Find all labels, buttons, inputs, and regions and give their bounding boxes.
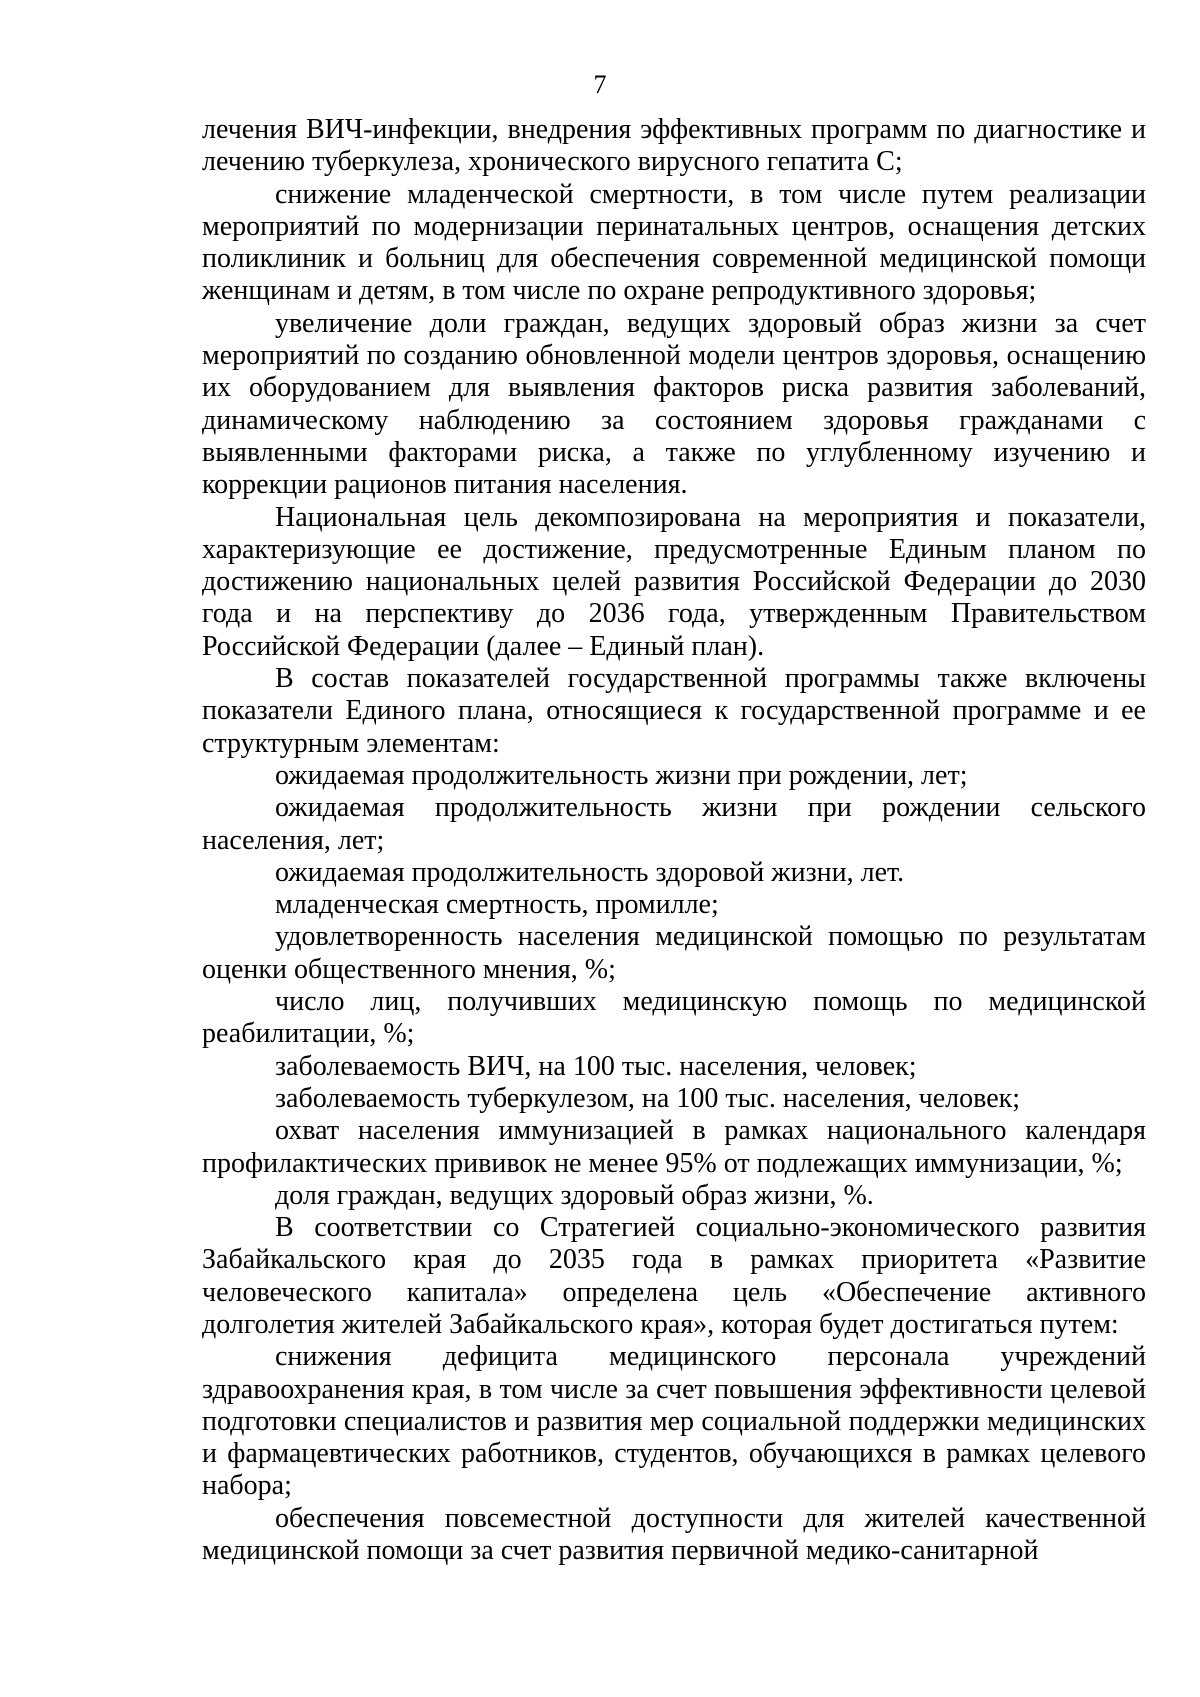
paragraph-national-goal-decomposition: Национальная цель декомпозирована на мероприятия и показатели, характеризующие ее достижение, предусмотренные Единым планом по достижению национальных целей развития Российской Федерации до 2030 года и на перспективу до 2036 года, утвержденным Правительством Российской Федерации (далее – Единый план). xyxy=(202,501,1146,662)
indicator-healthy-lifestyle-share: доля граждан, ведущих здоровый образ жизни, %. xyxy=(275,1179,874,1211)
indicator-rural-life-expectancy: ожидаемая продолжительность жизни при рождении сельского населения, лет; xyxy=(202,792,1146,856)
paragraph-continuation-hiv-treatment: лечения ВИЧ-инфекции, внедрения эффективных программ по диагностике и лечению туберкулеза, хронического вирусного гепатита С; xyxy=(202,114,1146,178)
page-number: 7 xyxy=(593,70,607,99)
paragraph-indicators-intro: В состав показателей государственной программы также включены показатели Единого плана, относящиеся к государственной программе и ее структурным элементам: xyxy=(202,663,1146,759)
indicator-healthy-life-expectancy: ожидаемая продолжительность здоровой жизни, лет. xyxy=(275,856,905,888)
document-body xyxy=(202,114,1146,1567)
paragraph-infant-mortality-reduction: снижение младенческой смертности, в том числе путем реализации мероприятий по модернизации перинатальных центров, оснащения детских поликлиник и больниц для обеспечения современной медицинской помощи женщинам и детям, в том числе по охране репродуктивного здоровья; xyxy=(202,178,1146,307)
indicator-tuberculosis-incidence: заболеваемость туберкулезом, на 100 тыс. населения, человек; xyxy=(275,1082,1021,1114)
paragraph-staff-shortage-reduction: снижения дефицита медицинского персонала учреждений здравоохранения края, в том числе за счет повышения эффективности целевой подготовки специалистов и развития мер социальной поддержки медицинских и фармацевтических работников, студентов, обучающихся в рамках целевого набора; xyxy=(202,1341,1146,1502)
indicator-infant-mortality: младенческая смертность, промилле; xyxy=(275,889,719,921)
paragraph-regional-strategy: В соответствии со Стратегией социально-экономического развития Забайкальского края до 2035 года в рамках приоритета «Развитие человеческого капитала» определена цель «Обеспечение активного долголетия жителей Забайкальского края», которая будет достигаться путем: xyxy=(202,1212,1146,1340)
indicator-immunization-coverage: охват населения иммунизацией в рамках национального календаря профилактических прививок не менее 95% от подлежащих иммунизации, %; xyxy=(202,1115,1146,1179)
indicator-satisfaction-with-care: удовлетворенность населения медицинской помощью по результатам оценки общественного мнения, %; xyxy=(202,921,1146,985)
indicator-life-expectancy: ожидаемая продолжительность жизни при рождении, лет; xyxy=(275,759,968,791)
paragraph-care-accessibility: обеспечения повсеместной доступности для жителей качественной медицинской помощи за счет развития первичной медико-санитарной xyxy=(202,1502,1146,1567)
indicator-hiv-incidence: заболеваемость ВИЧ, на 100 тыс. населения, человек; xyxy=(275,1050,917,1082)
paragraph-healthy-lifestyle-increase: увеличение доли граждан, ведущих здоровый образ жизни за счет мероприятий по созданию обновленной модели центров здоровья, оснащению их оборудованием для выявления факторов риска развития заболеваний, динамическому наблюдению за состоянием здоровья гражданами с выявленными факторами риска, а также по углубленному изучению и коррекции рационов питания населения. xyxy=(202,307,1146,501)
indicator-rehabilitation: число лиц, получивших медицинскую помощь по медицинской реабилитации, %; xyxy=(202,986,1146,1050)
